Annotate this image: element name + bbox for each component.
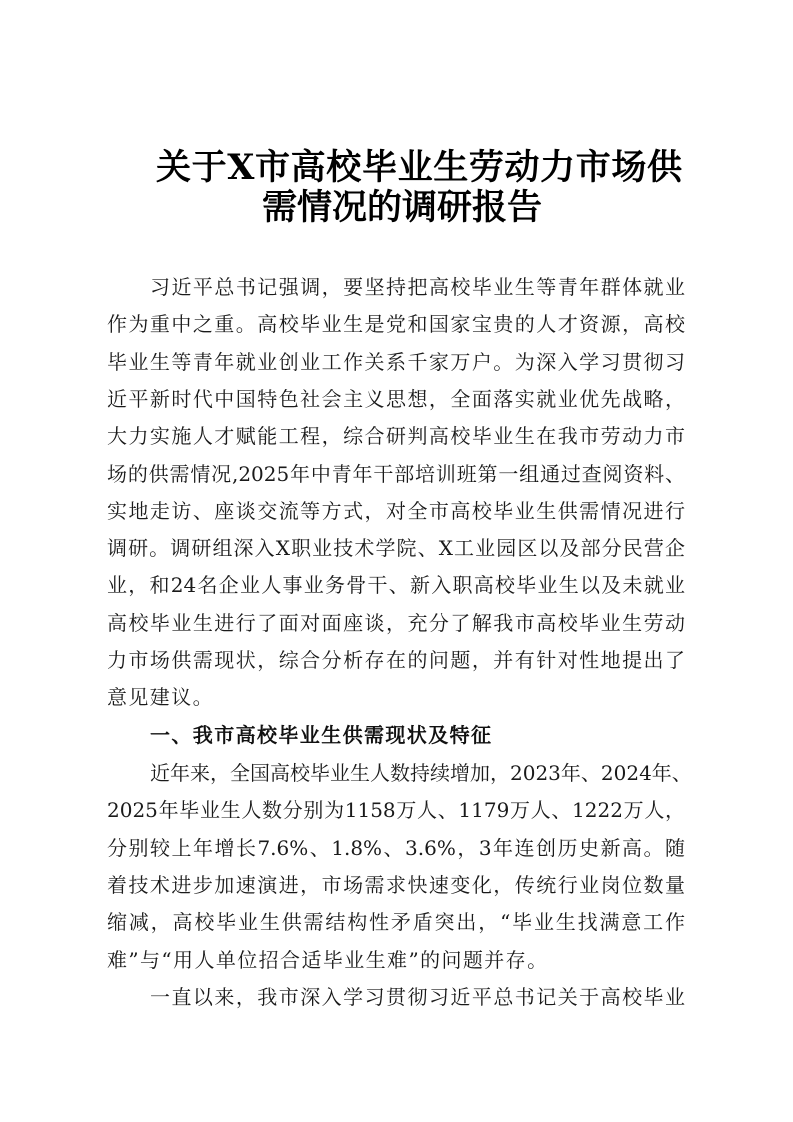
text-line: 毕业生等青年就业创业工作关系千家万户。为深入学习贯彻习 — [107, 349, 685, 374]
text-line: 实地走访、座谈交流等方式，对全市高校毕业生供需情况进行 — [107, 498, 685, 523]
text-line: 大力实施人才赋能工程，综合研判高校毕业生在我市劳动力市 — [107, 424, 685, 449]
text-line: 高校毕业生进行了面对面座谈，充分了解我市高校毕业生劳动 — [107, 610, 685, 635]
text-line: 作为重中之重。高校毕业生是党和国家宝贵的人才资源，高校 — [107, 312, 685, 337]
text-line: 调研。调研组深入X职业技术学院、X工业园区以及部分民营企 — [107, 536, 685, 561]
text-line: 场的供需情况,2025年中青年干部培训班第一组通过查阅资料、 — [107, 461, 685, 486]
text-line: 力市场供需现状，综合分析存在的问题，并有针对性地提出了 — [107, 648, 685, 672]
text-line: 分别较上年增长7.6%、1.8%、3.6%，3年连创历史新高。随 — [107, 835, 685, 860]
document-title-line-2: 需情况的调研报告 — [262, 187, 543, 228]
document-title-line-1: 关于X市高校毕业生劳动力市场供 — [156, 147, 682, 188]
text-line: 2025年毕业生人数分别为1158万人、1179万人、1222万人， — [107, 798, 685, 823]
text-line: 近年来，全国高校毕业生人数持续增加，2023年、2024年、 — [150, 761, 692, 785]
text-line: 近平新时代中国特色社会主义思想，全面落实就业优先战略， — [107, 386, 685, 411]
section-heading: 一、我市高校毕业生供需现状及特征 — [150, 723, 493, 747]
text-line: 业，和24名企业人事业务骨干、新入职高校毕业生以及未就业 — [107, 573, 685, 598]
text-line: 习近平总书记强调，要坚持把高校毕业生等青年群体就业 — [150, 275, 685, 299]
text-line: 难”与“用人单位招合适毕业生难”的问题并存。 — [107, 947, 549, 972]
text-line: 着技术进步加速演进，市场需求快速变化，传统行业岗位数量 — [107, 872, 685, 897]
text-line: 缩减，高校毕业生供需结构性矛盾突出，“毕业生找满意工作 — [107, 910, 685, 935]
text-line: 一直以来，我市深入学习贯彻习近平总书记关于高校毕业 — [150, 984, 685, 1009]
text-line: 意见建议。 — [107, 685, 214, 710]
